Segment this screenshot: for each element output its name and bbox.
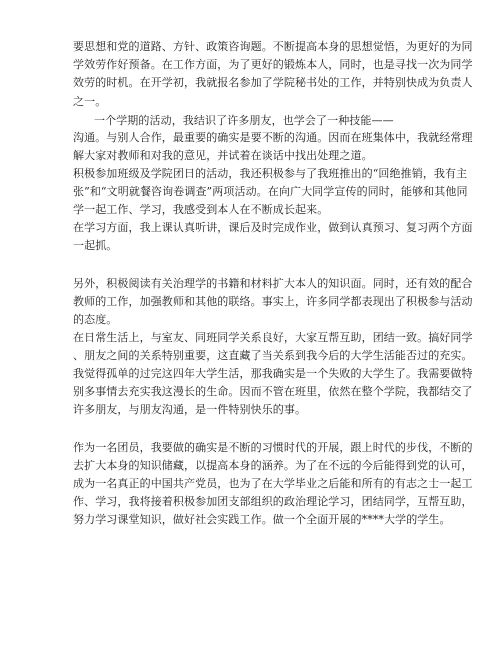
text-line: 一个学期的活动，我结识了许多朋友，也学会了一种技能—— [94,114,394,127]
text-line: 作为一名团员，我要做的确实是不断的习惯时代的开展，跟上时代的步伐，不断的 [73,441,473,454]
text-line: 去扩大本身的知识储藏，以提高本身的涵养。为了在不远的今后能得到党的认可， [73,459,473,472]
text-line: 成为一名真正的中国共产党员，也为了在大学毕业之后能和所有的有志之士一起工 [73,477,473,490]
text-line: 之一。 [73,95,107,108]
text-line: 别多事情去充实我这漫长的生命。因而不管在班里，依然在整个学院，我都结交了 [73,385,473,398]
text-line: 积极参加班级及学院团日的活动，我还积极参与了我班推出的“回绝推销，我有主 [73,167,468,180]
text-line: 在日常生活上，与室友、同班同学关系良好，大家互帮互助，团结一致。搞好同学 [73,331,473,344]
text-line: 效劳的时机。在开学初，我就报名参加了学院秘书处的工作，并特别快成为负责人 [73,76,473,89]
text-line: 沟通。与别人合作，最重要的确实是要不断的沟通。因而在班集体中，我就经常理 [73,131,473,144]
text-line: 在学习方面，我上课认真听讲，课后及时完成作业，做到认真预习、复习两个方面 [73,221,473,234]
text-line: 解大家对教师和对我的意见，并试着在谈话中找出处理之道。 [73,149,373,162]
text-line: 作、学习，我将接着积极参加团支部组织的政治理论学习，团结同学，互帮互助， [73,495,473,508]
text-line: 我觉得孤单的过完这四年大学生活，那我确实是一个失败的大学生了。我需要做特 [73,367,473,380]
text-line: 要思想和党的道路、方针、政策咨询题。不断提高本身的思想觉悟，为更好的为同 [73,40,473,53]
text-line: 一起抓。 [73,239,118,252]
text-line: 张”和“文明就餐咨询卷调查”两项活动。在向广大同学宣传的同时，能够和其他同 [73,185,468,198]
text-line: 、朋友之间的关系特别重要，这直藏了当关系到我今后的大学生活能否过的充实。 [73,349,473,362]
text-line: 努力学习课堂知识，做好社会实践工作。做一个全面开展的****大学的学生。 [73,513,451,526]
text-line: 的态度。 [73,313,118,326]
text-line: 学一起工作、学习，我感受到本人在不断成长起来。 [73,203,329,216]
text-line: 教师的工作，加强教师和其他的联络。事实上，许多同学都表现出了积极参与活动 [73,295,473,308]
text-line: 学效劳作好预备。在工作方面，为了更好的锻炼本人，同时，也是寻找一次为同学 [73,58,473,71]
text-line: 许多朋友，与朋友沟通，是一件特别快乐的事。 [73,403,307,416]
text-line: 另外，积极阅读有关治理学的书籍和材料扩大本人的知识面。同时，还有效的配合 [73,277,473,290]
